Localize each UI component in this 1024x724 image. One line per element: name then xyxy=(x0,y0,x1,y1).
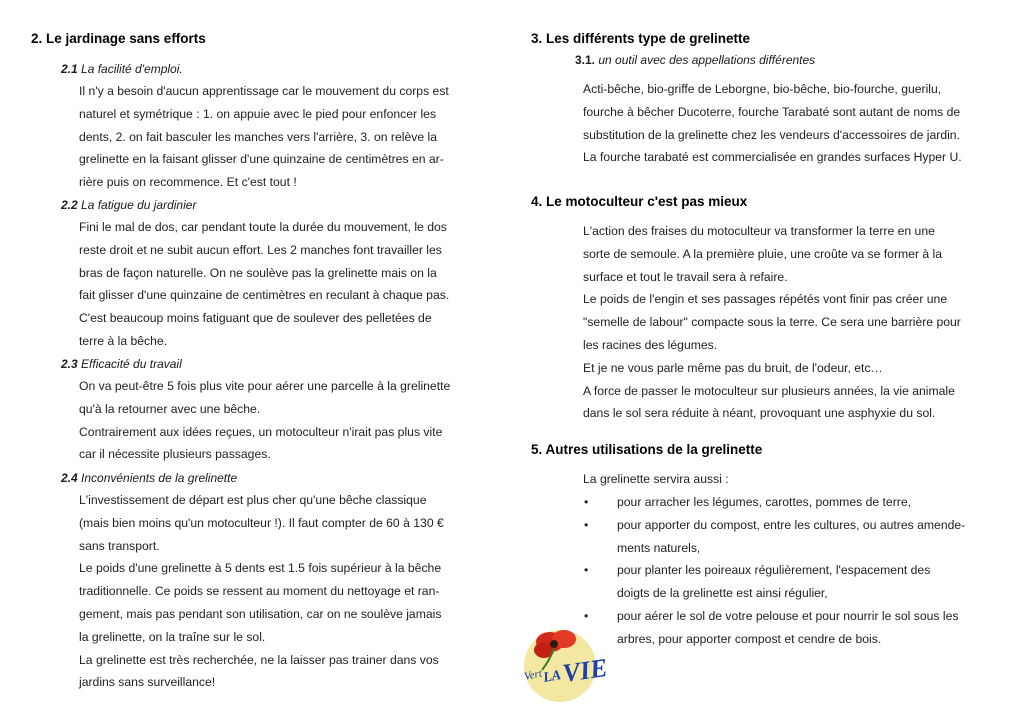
text-line: C'est beaucoup moins fatiguant que de soulever des pelletées de xyxy=(79,311,432,326)
text-line: On va peut-être 5 fois plus vite pour aérer une parcelle à la grelinette xyxy=(79,379,451,393)
paragraph-3-1 xyxy=(583,78,1013,169)
list-item-text: arbres, pour apporter compost et cendre de bois. xyxy=(617,631,882,646)
bullet-icon: • xyxy=(584,563,589,578)
text-line: reste droit et ne subit aucun effort. Les 2 manches font travailler les xyxy=(79,242,442,257)
list-item xyxy=(584,605,1017,651)
text-line: "semelle de labour" compacte sous la terre. Ce sera une barrière pour xyxy=(583,315,961,330)
list-item xyxy=(584,559,1017,605)
text-line: grelinette en la faisant glisser d'une quinzaine de centimètres en ar- xyxy=(79,152,444,167)
svg-text:LA: LA xyxy=(542,668,563,686)
text-line: dents, 2. on fait basculer les manches vers l'arrière, 3. on relève la xyxy=(79,129,437,144)
subsection-3-1-title xyxy=(575,53,815,67)
text-line: qu'à la retourner avec une bêche. xyxy=(79,401,261,416)
bullet-icon: • xyxy=(584,608,589,623)
subsection-number: 2.3 xyxy=(61,357,78,371)
text-line: la grelinette, on la traîne sur le sol. xyxy=(79,629,266,644)
text-line: rière puis on recommence. Et c'est tout ! xyxy=(79,175,297,190)
vert-la-vie-logo xyxy=(520,620,610,704)
text-line: gement, mais pas pendant son utilisation, car on ne soulève jamais xyxy=(79,606,442,621)
text-line: Contrairement aux idées reçues, un motoculteur n'irait pas plus vite xyxy=(79,424,443,439)
text-line: A force de passer le motoculteur sur plusieurs années, la vie animale xyxy=(583,383,955,398)
bullet-icon: • xyxy=(584,495,589,509)
text-line: traditionnelle. Ce poids se ressent au moment du nettoyage et ran- xyxy=(79,584,440,599)
paragraph-2-2 xyxy=(79,216,499,353)
svg-text:VIE: VIE xyxy=(560,652,610,688)
text-line: Fini le mal de dos, car pendant toute la durée du mouvement, le dos xyxy=(79,220,447,234)
text-line: surface et tout le travail sera à refaire. xyxy=(583,269,788,284)
paragraph-2-1 xyxy=(79,80,499,194)
list-item-text: pour aérer le sol de votre pelouse et pour nourrir le sol sous les xyxy=(617,608,959,623)
list-item-text: pour arracher les légumes, carottes, pommes de terre, xyxy=(617,495,911,509)
text-line: Il n'y a besoin d'aucun apprentissage car le mouvement du corps est xyxy=(79,84,449,98)
text-line: dans le sol sera réduite à néant, provoquant une asphyxie du sol. xyxy=(583,406,936,421)
text-line: fourche à bêcher Ducoterre, fourche Tarabaté sont autant de noms de xyxy=(583,104,961,119)
paragraph-4 xyxy=(583,220,1013,425)
bullet-icon: • xyxy=(584,517,589,532)
text-line: (mais bien moins qu'un motoculteur !). Il faut compter de 60 à 130 € xyxy=(79,515,444,530)
subsection-number: 2.1 xyxy=(61,62,78,76)
list-item xyxy=(584,514,1017,560)
subsection-title: Efficacité du travail xyxy=(81,357,182,371)
subsection-2-3-title xyxy=(61,357,182,371)
list-item-text: pour planter les poireaux régulièrement, l'espacement des xyxy=(617,563,931,578)
subsection-title: Inconvénients de la grelinette xyxy=(81,471,238,485)
text-line: Acti-bêche, bio-griffe de Leborgne, bio-bêche, bio-fourche, guerilu, xyxy=(583,82,942,96)
text-line: sans transport. xyxy=(79,538,160,553)
text-line: terre à la bêche. xyxy=(79,333,168,348)
usage-list xyxy=(584,491,1017,651)
paragraph-2-3 xyxy=(79,375,499,466)
subsection-2-2-title xyxy=(61,198,196,212)
subsection-title: La facilité d'emploi. xyxy=(81,62,183,76)
subsection-2-4-title xyxy=(61,471,237,485)
list-item-text: ments naturels, xyxy=(617,540,701,555)
section-heading-4: 4. Le motoculteur c'est pas mieux xyxy=(531,194,748,209)
subsection-number: 2.2 xyxy=(61,198,78,212)
list-item-text: doigts de la grelinette est ainsi régulier, xyxy=(617,586,828,601)
section-heading-3: 3. Les différents type de grelinette xyxy=(531,31,751,46)
text-line: Et je ne vous parle même pas du bruit, de l'odeur, etc… xyxy=(583,360,883,375)
text-line: Le poids de l'engin et ses passages répétés vont finir pas créer une xyxy=(583,292,948,307)
text-line: La grelinette servira aussi : xyxy=(583,472,729,486)
text-line: naturel et symétrique : 1. on appuie avec le pied pour enfoncer les xyxy=(79,106,437,121)
text-line: La fourche tarabaté est commercialisée en grandes surfaces Hyper U. xyxy=(583,150,962,165)
list-item-text: pour apporter du compost, entre les cultures, ou autres amende- xyxy=(617,517,966,532)
subsection-title: La fatigue du jardinier xyxy=(81,198,197,212)
text-line: les racines des légumes. xyxy=(583,337,718,352)
subsection-number: 3.1. xyxy=(575,53,596,67)
paragraph-2-4 xyxy=(79,489,499,694)
text-line: substitution de la grelinette chez les vendeurs d'accessoires de jardin. xyxy=(583,127,960,142)
text-line: sorte de semoule. A la première pluie, une croûte va se former à la xyxy=(583,246,943,261)
subsection-2-1-title xyxy=(61,62,183,76)
text-line: L'action des fraises du motoculteur va transformer la terre en une xyxy=(583,224,935,238)
paragraph-5-intro xyxy=(583,468,1013,491)
list-item xyxy=(584,491,1017,514)
text-line: car il nécessite plusieurs passages. xyxy=(79,447,271,462)
text-line: jardins sans surveillance! xyxy=(79,675,216,690)
subsection-title: un outil avec des appellations différentes xyxy=(598,53,816,67)
section-heading-5: 5. Autres utilisations de la grelinette xyxy=(531,442,763,457)
text-line: Le poids d'une grelinette à 5 dents est 1.5 fois supérieur à la bêche xyxy=(79,561,442,576)
text-line: fait glisser d'une quinzaine de centimètres en reculant à chaque pas. xyxy=(79,288,450,303)
text-line: L'investissement de départ est plus cher qu'une bêche classique xyxy=(79,493,427,507)
svg-text:Vert: Vert xyxy=(523,667,543,683)
subsection-number: 2.4 xyxy=(61,471,78,485)
text-line: La grelinette est très recherchée, ne la laisser pas trainer dans vos xyxy=(79,652,439,667)
section-heading-2: 2. Le jardinage sans efforts xyxy=(31,31,206,46)
text-line: bras de façon naturelle. On ne soulève pas la grelinette mais on la xyxy=(79,265,437,280)
